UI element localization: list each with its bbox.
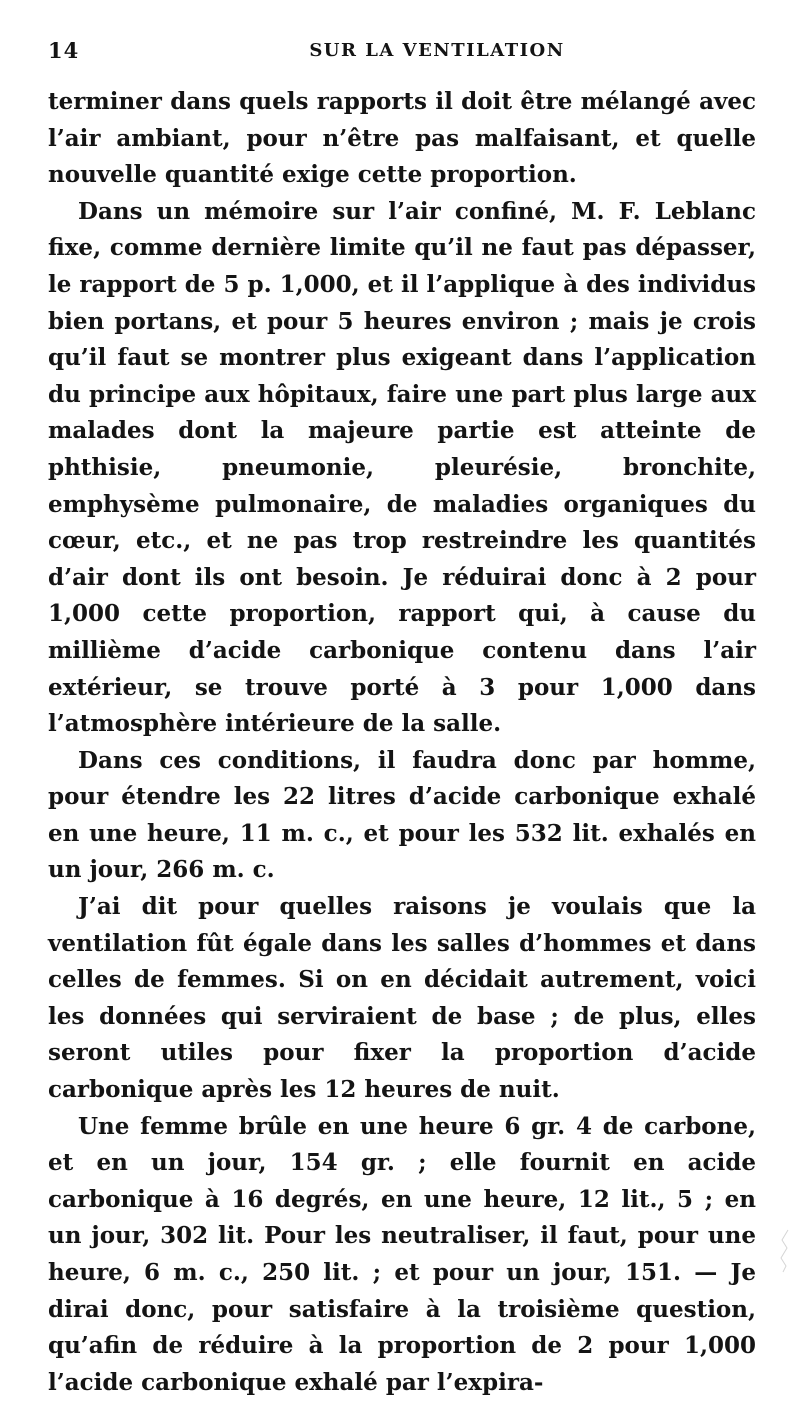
scan-smudge: [778, 1228, 792, 1274]
paragraph: Dans un mémoire sur l’air confiné, M. F. Leblanc fixe, comme dernière limite qu’il ne faut pas dépasser, le rapport de 5 p. 1,000, et il l’applique à des individus bien portans, et pour 5 heures environ ; mais je crois qu’il faut se montrer plus exigeant dans l’application du principe aux hôpitaux, faire une part plus large aux malades dont la majeure partie est atteinte de phthisie, pneumonie, pleurésie, bronchite, emphysème pulmonaire, de maladies organiques du cœur, etc., et ne pas trop restreindre les quantités d’air dont ils ont besoin. Je réduirai donc à 2 pour 1,000 cette proportion, rapport qui, à cause du millième d’acide carbonique contenu dans l’air extérieur, se trouve porté à 3 pour 1,000 dans l’atmosphère intérieure de la salle.: [48, 197, 756, 738]
paragraph: Dans ces conditions, il faudra donc par homme, pour étendre les 22 litres d’acide carbonique exhalé en une heure, 11 m. c., et pour les 532 lit. exhalés en un jour, 266 m. c.: [48, 746, 756, 884]
running-head: [48, 38, 756, 70]
paragraph: terminer dans quels rapports il doit être mélangé avec l’air ambiant, pour n’être pas malfaisant, et quelle nouvelle quantité exige cette proportion.: [48, 88, 756, 189]
running-title: SUR LA VENTILATION: [309, 40, 565, 61]
paragraph: Une femme brûle en une heure 6 gr. 4 de carbone, et en un jour, 154 gr. ; elle fournit en acide carbonique à 16 degrés, en une heure, 12 lit., 5 ; en un jour, 302 lit. Pour les neutraliser, il faut, pour une heure, 6 m. c., 250 lit. ; et pour un jour, 151. — Je dirai donc, pour satisfaire à la troisième question, qu’afin de réduire à la proportion de 2 pour 1,000 l’acide carbonique exhalé par l’expira-: [48, 1112, 756, 1396]
page-number: 14: [48, 38, 80, 63]
paragraph: J’ai dit pour quelles raisons je voulais que la ventilation fût égale dans les salles d’hommes et dans celles de femmes. Si on en décidait autrement, voici les données qui serviraient de base ; de plus, elles seront utiles pour fixer la proportion d’acide carbonique après les 12 heures de nuit.: [48, 893, 756, 1104]
text-body: [48, 84, 756, 1401]
